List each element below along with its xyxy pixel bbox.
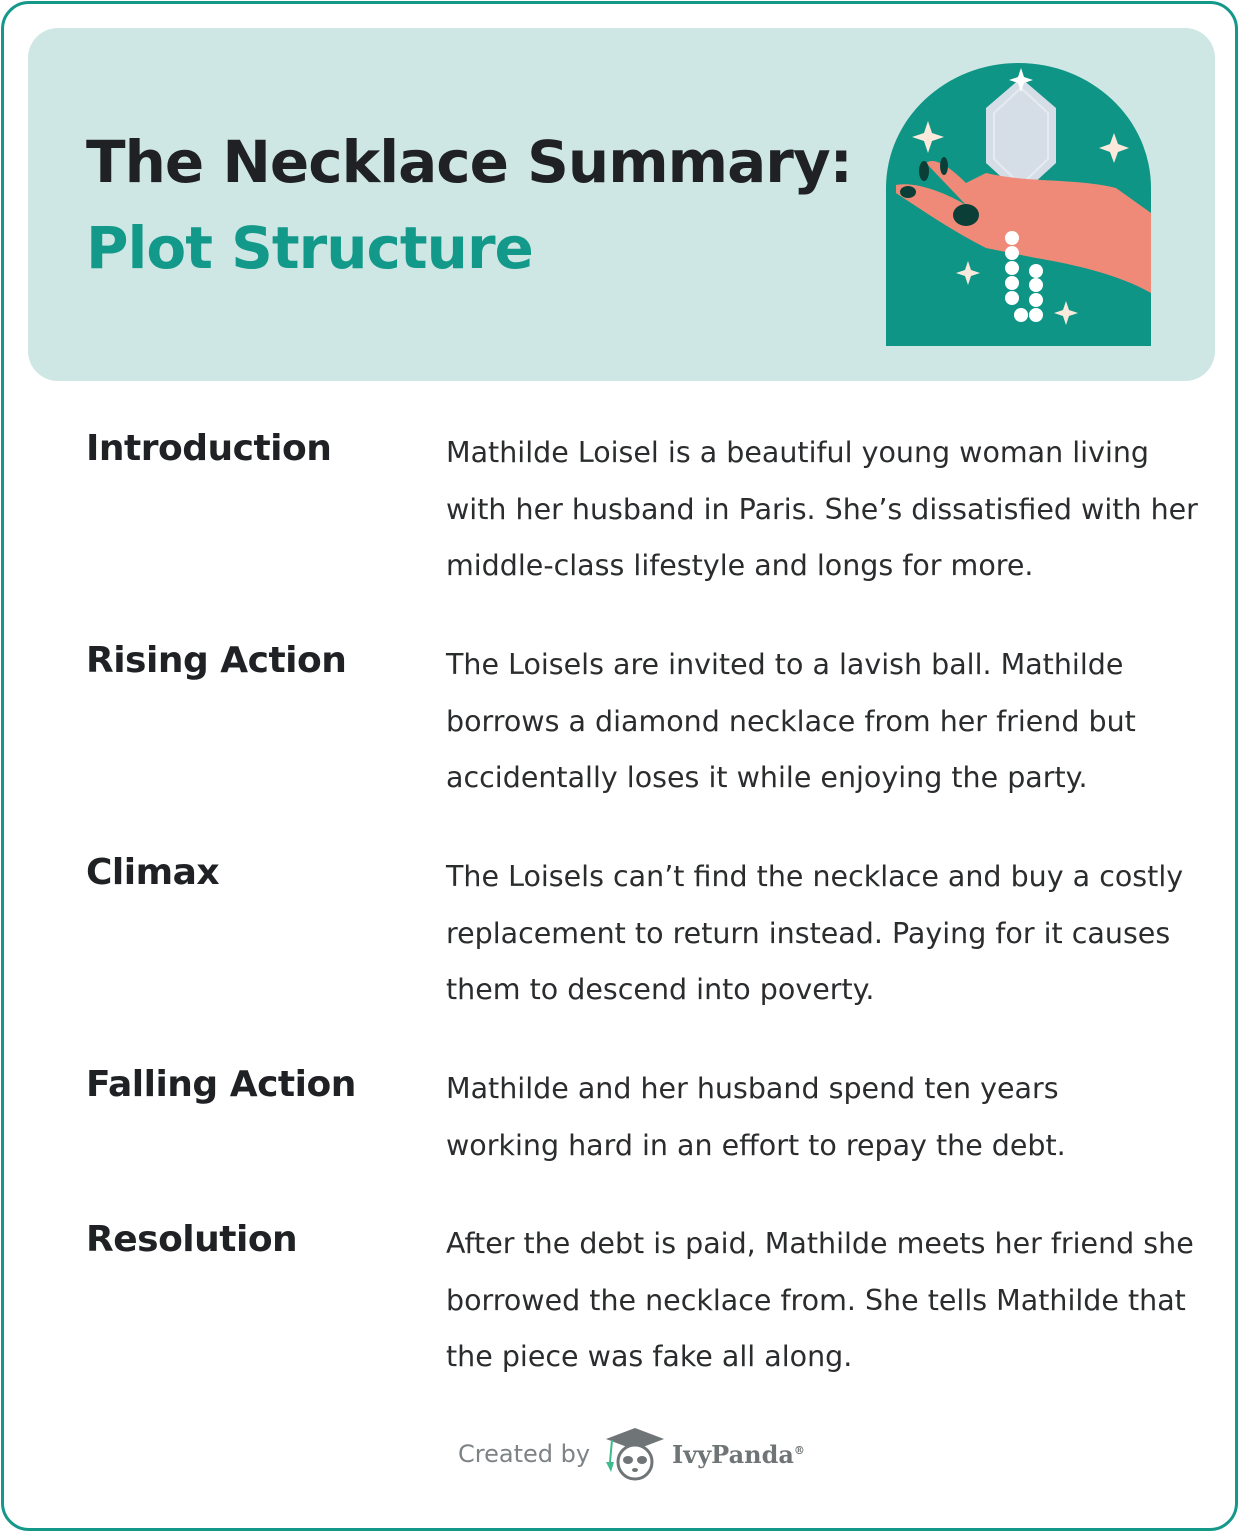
- section-text-rising-action: The Loisels are invited to a lavish ball. Mathilde borrows a diamond necklace from her friend but accidentally loses it while enjoying the party.: [446, 648, 1136, 794]
- panda-logo-icon: [604, 1426, 666, 1482]
- section-label-resolution: Resolution: [86, 1219, 298, 1260]
- created-by-label: Created by: [458, 1440, 591, 1468]
- section-text-falling-action: Mathilde and her husband spend ten years working hard in an effort to repay the debt.: [446, 1072, 1066, 1162]
- section-label-introduction: Introduction: [86, 428, 332, 469]
- page-title: The Necklace Summary:: [86, 128, 852, 196]
- section-label-rising-action: Rising Action: [86, 640, 347, 681]
- section-text-introduction: Mathilde Loisel is a beautiful young woman living with her husband in Paris. She’s dissatisfied with her middle-class lifestyle and longs for more.: [446, 436, 1198, 582]
- section-text-climax: The Loisels can’t find the necklace and buy a costly replacement to return instead. Paying for it causes them to descend into poverty.: [446, 860, 1184, 1006]
- section-text-resolution: After the debt is paid, Mathilde meets her friend she borrowed the necklace from. She tells Mathilde that the piece was fake all along.: [446, 1227, 1194, 1373]
- hand-necklace-icon: [886, 63, 1151, 346]
- section-label-climax: Climax: [86, 852, 220, 893]
- footer-credit: [458, 1424, 805, 1484]
- brand-name: IvyPanda®: [672, 1439, 805, 1469]
- section-label-falling-action: Falling Action: [86, 1064, 356, 1105]
- page-subtitle: Plot Structure: [86, 214, 533, 282]
